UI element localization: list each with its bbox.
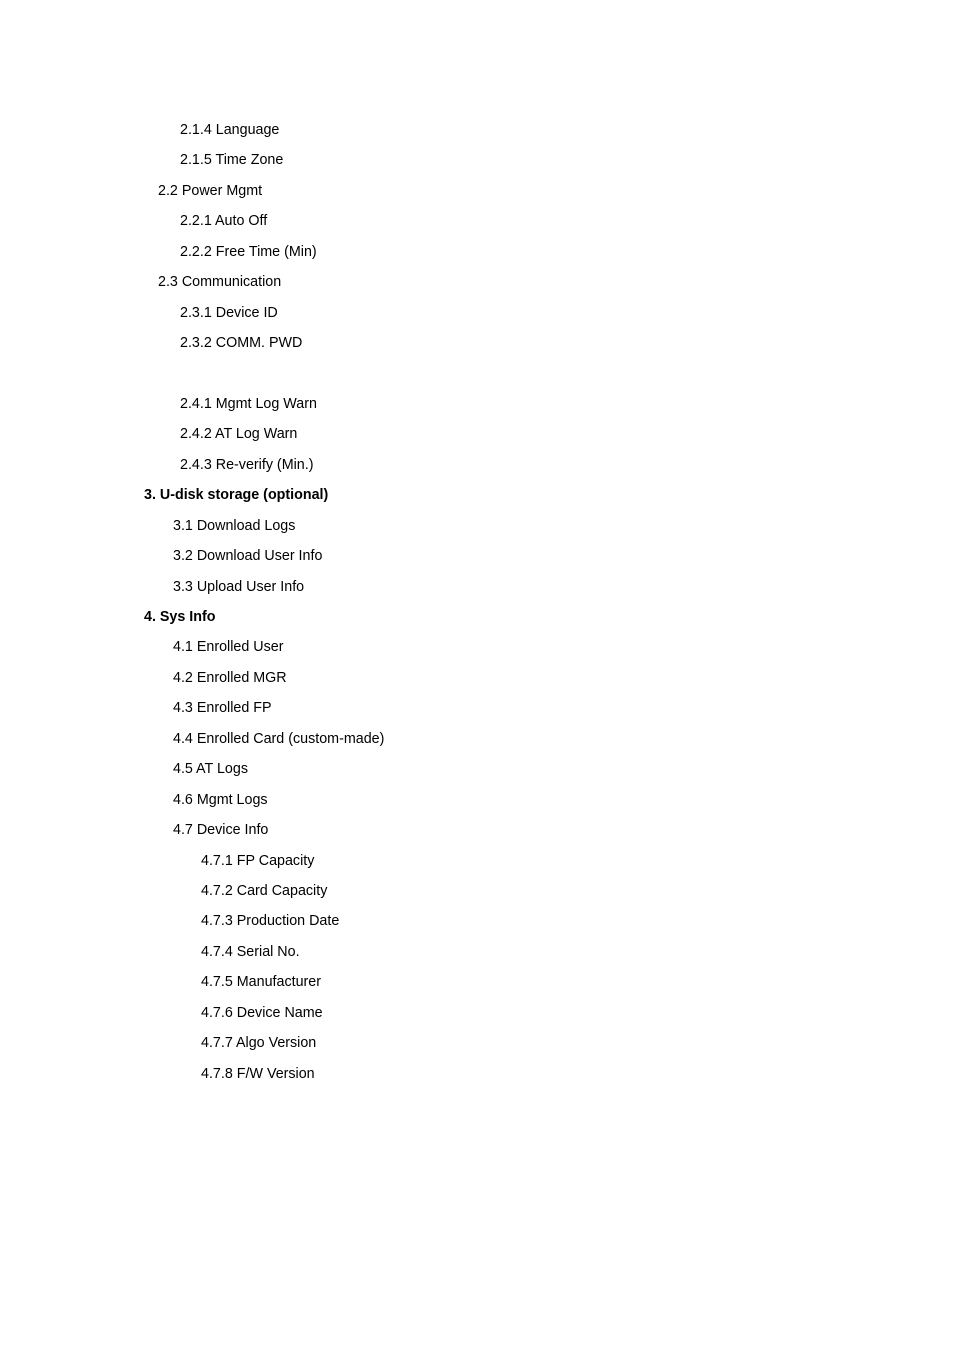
outline-item: 4.7.1 FP Capacity bbox=[201, 852, 315, 869]
outline-item: 3.1 Download Logs bbox=[173, 517, 296, 534]
outline-item: 4.7 Device Info bbox=[173, 822, 269, 839]
outline-item: 4.7.8 F/W Version bbox=[201, 1065, 315, 1082]
outline-item: 4.6 Mgmt Logs bbox=[173, 791, 268, 808]
outline-item: 2.4.1 Mgmt Log Warn bbox=[180, 395, 317, 412]
outline-item: 2.1.5 Time Zone bbox=[180, 152, 284, 169]
outline-item: 2.3.1 Device ID bbox=[180, 304, 278, 321]
outline-item: 2.2.2 Free Time (Min) bbox=[180, 243, 317, 260]
menu-outline bbox=[0, 119, 954, 1093]
outline-item: 4.7.6 Device Name bbox=[201, 1004, 323, 1021]
outline-item: 2.3 Communication bbox=[158, 274, 282, 291]
outline-item: 3.2 Download User Info bbox=[173, 548, 323, 565]
outline-item: 2.1.4 Language bbox=[180, 122, 280, 138]
outline-item: 4.3 Enrolled FP bbox=[173, 700, 272, 717]
outline-item: 2.4.3 Re-verify (Min.) bbox=[180, 456, 314, 473]
outline-item: 2.3.2 COMM. PWD bbox=[180, 335, 303, 352]
outline-item: 4.4 Enrolled Card (custom-made) bbox=[173, 730, 385, 747]
outline-item: 4.7.7 Algo Version bbox=[201, 1035, 317, 1052]
section-heading: 3. U-disk storage (optional) bbox=[144, 487, 329, 504]
outline-item: 3.3 Upload User Info bbox=[173, 578, 305, 595]
outline-item: 4.7.5 Manufacturer bbox=[201, 974, 322, 991]
outline-item: 4.7.4 Serial No. bbox=[201, 943, 300, 960]
outline-item: 4.7.2 Card Capacity bbox=[201, 882, 328, 899]
outline-item: 2.2 Power Mgmt bbox=[158, 182, 263, 199]
outline-blank-line bbox=[0, 363, 954, 393]
outline-item: 4.2 Enrolled MGR bbox=[173, 669, 287, 686]
outline-item: 4.1 Enrolled User bbox=[173, 639, 284, 656]
outline-item: 2.2.1 Auto Off bbox=[180, 213, 268, 230]
outline-item: 4.5 AT Logs bbox=[173, 761, 248, 778]
outline-item: 2.4.2 AT Log Warn bbox=[180, 426, 298, 443]
outline-item: 4.7.3 Production Date bbox=[201, 913, 340, 930]
section-heading: 4. Sys Info bbox=[144, 609, 216, 625]
